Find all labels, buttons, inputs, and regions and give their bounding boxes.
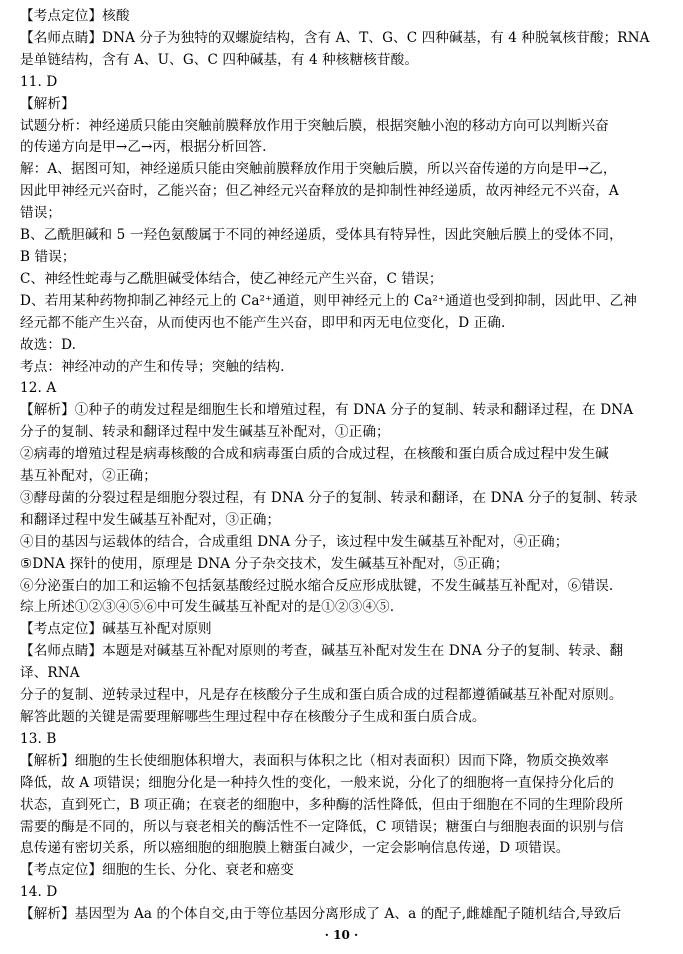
text-line: B 错误；	[20, 248, 76, 265]
text-line: ③酵母菌的分裂过程是细胞分裂过程，有 DNA 分子的复制、转录和翻译，在 DNA 分子的复制、转录	[20, 489, 638, 506]
text-line: 【名师点睛】DNA 分子为独特的双螺旋结构，含有 A、T、G、C 四种碱基，有 4 种脱氧核苷酸；RNA	[20, 29, 650, 46]
text-line: C、神经性蛇毒与乙酰胆碱受体结合，使乙神经元产生兴奋，C 错误；	[20, 270, 443, 287]
text-line: 的传递方向是甲→乙→丙，根据分析回答.	[20, 139, 267, 156]
text-line: 息传递有密切关系，所以癌细胞的细胞膜上糖蛋白减少，一定会影响信息传递，D 项错误。	[20, 840, 570, 857]
text-line: 【解析】	[20, 95, 75, 112]
text-line: 【考点定位】细胞的生长、分化、衰老和癌变	[20, 862, 294, 879]
text-line: 解答此题的关键是需要理解哪些生理过程中存在核酸分子生成和蛋白质合成。	[20, 709, 486, 725]
text-line: 故选：D.	[20, 336, 77, 353]
text-line: 译、RNA	[20, 665, 80, 682]
text-line: ②病毒的增殖过程是病毒核酸的合成和病毒蛋白质的合成过程，在核酸和蛋白质合成过程中发生碱	[20, 446, 609, 463]
text-line: 分子的复制、逆转录过程中，凡是存在核酸分子生成和蛋白质合成的过程都遵循碱基互补配对原则。	[20, 687, 623, 704]
question-number: 12. A	[20, 380, 57, 397]
text-line: 解：A、据图可知，神经递质只能由突触前膜释放作用于突触后膜，所以兴奋传递的方向是甲→乙，	[20, 161, 617, 178]
text-line: ⑥分泌蛋白的加工和运输不包括氨基酸经过脱水缩合反应形成肽键，不发生碱基互补配对，⑥错误.	[20, 577, 614, 594]
text-line: 经元都不能产生兴奋，从而使丙也不能产生兴奋，即甲和丙无电位变化，D 正确.	[20, 314, 506, 331]
question-number: 11. D	[20, 73, 58, 90]
text-line: 综上所述①②③④⑤⑥中可发生碱基互补配对的是①②③④⑤.	[20, 599, 395, 616]
document-body	[20, 6, 666, 926]
text-line: 试题分析：神经递质只能由突触前膜释放作用于突触后膜，根据突触小泡的移动方向可以判断兴奋	[20, 117, 609, 134]
text-line: ④目的基因与运载体的结合，合成重组 DNA 分子，该过程中发生碱基互补配对，④正确；	[20, 533, 569, 550]
text-line: 【名师点睛】本题是对碱基互补配对原则的考查，碱基互补配对发生在 DNA 分子的复制、转录、翻	[20, 643, 624, 660]
text-line: 错误；	[20, 205, 62, 222]
text-line: 【考点定位】核酸	[20, 8, 130, 24]
text-line: D、若用某种药物抑制乙神经元上的 Ca²⁺通道，则甲神经元上的 Ca²⁺通道也受到抑制，因此甲、乙神	[20, 292, 637, 309]
text-line: 基互补配对，②正确；	[20, 468, 157, 485]
text-line: ⑤DNA 探针的使用，原理是 DNA 分子杂交技术，发生碱基互补配对，⑤正确；	[20, 555, 509, 572]
text-line: 【解析】细胞的生长使细胞体积增大，表面积与体积之比（相对表面积）因而下降，物质交换效率	[20, 752, 609, 769]
text-line: 降低，故 A 项错误；细胞分化是一种持久性的变化，一般来说，分化了的细胞将一直保持分化后的	[20, 774, 614, 791]
question-number: 13. B	[20, 730, 57, 747]
question-number: 14. D	[20, 884, 58, 901]
text-line: 【解析】基因型为 Aa 的个体自交,由于等位基因分离形成了 A、a 的配子,雌雄配子随机结合,导致后	[20, 906, 622, 923]
text-line: 是单链结构，含有 A、U、G、C 四种碱基，有 4 种核糖核苷酸。	[20, 51, 419, 68]
text-line: 需要的酶是不同的，所以与衰老相关的酶活性不一定降低，C 项错误；糖蛋白与细胞表面的识别与信	[20, 818, 624, 835]
text-line: 【解析】①种子的萌发过程是细胞生长和增殖过程，有 DNA 分子的复制、转录和翻译过程，在 DNA	[20, 402, 634, 419]
text-line: 因此甲神经元兴奋时，乙能兴奋；但乙神经元兴奋释放的是抑制性神经递质，故丙神经元不兴奋，A	[20, 183, 619, 200]
text-line: 状态，直到死亡，B 项正确；在衰老的细胞中，多种酶的活性降低，但由于细胞在不同的生理阶段所	[20, 796, 624, 813]
text-line: 考点：神经冲动的产生和传导；突触的结构.	[20, 358, 285, 375]
text-line: 【考点定位】碱基互补配对原则	[20, 621, 212, 638]
text-line: 和翻译过程中发生碱基互补配对，③正确；	[20, 511, 281, 528]
text-line: 分子的复制、转录和翻译过程中发生碱基互补配对，①正确；	[20, 424, 390, 441]
page-number: · 10 ·	[324, 928, 359, 942]
text-line: B、乙酰胆碱和 5 一羟色氨酸属于不同的神经递质，受体具有特异性，因此突触后膜上的受体不同，	[20, 227, 623, 244]
